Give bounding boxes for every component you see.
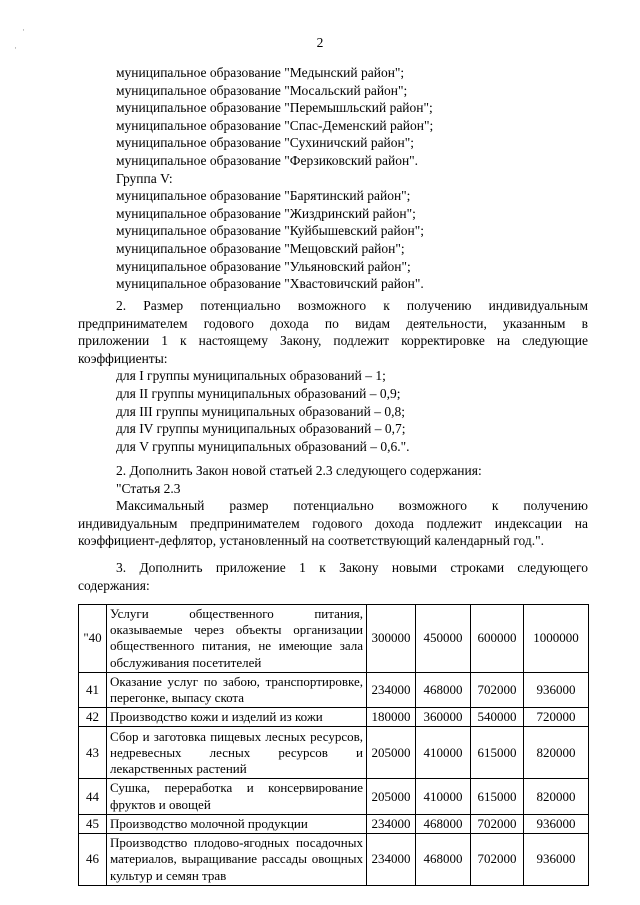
income-value: 450000 [416,605,471,673]
income-value: 234000 [367,834,416,886]
row-number: 45 [79,814,107,833]
activity-description: Сушка, переработка и консервирование фруктов и овощей [107,779,367,814]
income-value: 936000 [524,834,589,886]
income-value: 468000 [416,672,471,707]
coefficient-item: для IV группы муниципальных образований – 0,7; [116,421,406,437]
list-item: муниципальное образование "Жиздринский район"; [116,205,416,221]
income-value: 468000 [416,834,471,886]
activity-description: Производство плодово-ягодных посадочных материалов, выращивание рассады овощных культур и семян трав [107,834,367,886]
table-row [79,834,589,886]
income-value: 234000 [367,672,416,707]
income-value: 180000 [367,708,416,727]
income-value: 936000 [524,814,589,833]
page-number: 2 [316,35,324,50]
paragraph-line: предпринимателем годового дохода по видам деятельности, указанным в [78,315,588,331]
paragraph-line: 2. Дополнить Закон новой статьей 2.3 следующего содержания: [116,463,482,478]
paragraph-line: коэффициент-дефлятор, установленный на соответствующий календарный год.". [78,533,545,549]
coefficient-item: для II группы муниципальных образований – 0,9; [116,385,401,401]
scan-artifact: · [14,43,17,53]
list-item: муниципальное образование "Барятинский район"; [116,188,411,204]
income-value: 205000 [367,779,416,814]
table-row [79,727,589,779]
paragraph-line: 3. Дополнить приложение 1 к Закону новыми строками следующего [116,560,588,575]
activity-description: Услуги общественного питания, оказываемые через объекты организации общественного питания, не имеющие зала обслуживания посетителей [107,605,367,673]
row-number: 41 [79,672,107,707]
activity-description: Производство кожи и изделий из кожи [107,708,367,727]
income-value: 410000 [416,779,471,814]
paragraph-line: приложении 1 к настоящему Закону, подлежит корректировке на следующие [78,333,588,349]
income-value: 936000 [524,672,589,707]
row-number: 46 [79,834,107,886]
income-value: 360000 [416,708,471,727]
paragraph-coefficients [78,297,588,455]
income-value: 702000 [471,672,524,707]
list-item: муниципальное образование "Ферзиковский район". [116,152,419,168]
paragraph-line: 2. Размер потенциально возможного к получению индивидуальным [116,298,588,313]
income-value: 820000 [524,727,589,779]
paragraph-line: коэффициенты: [78,350,168,366]
list-item: муниципальное образование "Мещовский район"; [116,240,405,256]
coefficient-item: для I группы муниципальных образований – 1; [116,368,386,384]
income-value: 702000 [471,834,524,886]
income-value: 468000 [416,814,471,833]
income-value: 410000 [416,727,471,779]
paragraph-line: индивидуальным предпринимателем годового дохода подлежит индексации на [78,515,588,531]
municipality-list [78,64,588,293]
row-number: 43 [79,727,107,779]
table-row [79,708,589,727]
paragraph-appendix [78,559,588,594]
list-item: муниципальное образование "Спас-Деменский район"; [116,117,434,133]
activity-description: Сбор и заготовка пищевых лесных ресурсов, недревесных лесных ресурсов и лекарственных растений [107,727,367,779]
list-item: муниципальное образование "Хвастовичский район". [116,276,424,292]
table-row [79,672,589,707]
table-row [79,779,589,814]
activities-table [78,604,589,886]
income-value: 720000 [524,708,589,727]
income-value: 540000 [471,708,524,727]
article-title: "Статья 2.3 [116,480,181,496]
income-value: 234000 [367,814,416,833]
income-value: 300000 [367,605,416,673]
scan-artifact: · [22,25,25,35]
group-heading: Группа V: [116,170,173,186]
list-item: муниципальное образование "Медынский район"; [116,65,405,80]
list-item: муниципальное образование "Сухиничский район"; [116,135,415,151]
list-item: муниципальное образование "Ульяновский район"; [116,258,411,274]
coefficient-item: для V группы муниципальных образований – 0,6.". [116,438,410,454]
table-row [79,605,589,673]
list-item: муниципальное образование "Мосальский район"; [116,82,408,98]
paragraph-article [78,462,588,550]
income-value: 615000 [471,779,524,814]
paragraph-line: содержания: [78,577,150,593]
list-item: муниципальное образование "Перемышльский район"; [116,100,433,116]
row-number: 42 [79,708,107,727]
income-value: 205000 [367,727,416,779]
income-value: 820000 [524,779,589,814]
income-value: 615000 [471,727,524,779]
income-value: 702000 [471,814,524,833]
activity-description: Оказание услуг по забою, транспортировке, перегонке, выпасу скота [107,672,367,707]
paragraph-line: Максимальный размер потенциально возможного к получению [116,498,588,514]
income-value: 1000000 [524,605,589,673]
activity-description: Производство молочной продукции [107,814,367,833]
row-number: "40 [79,605,107,673]
income-value: 600000 [471,605,524,673]
coefficient-item: для III группы муниципальных образований – 0,8; [116,403,405,419]
table-row [79,814,589,833]
list-item: муниципальное образование "Куйбышевский район"; [116,223,424,239]
row-number: 44 [79,779,107,814]
